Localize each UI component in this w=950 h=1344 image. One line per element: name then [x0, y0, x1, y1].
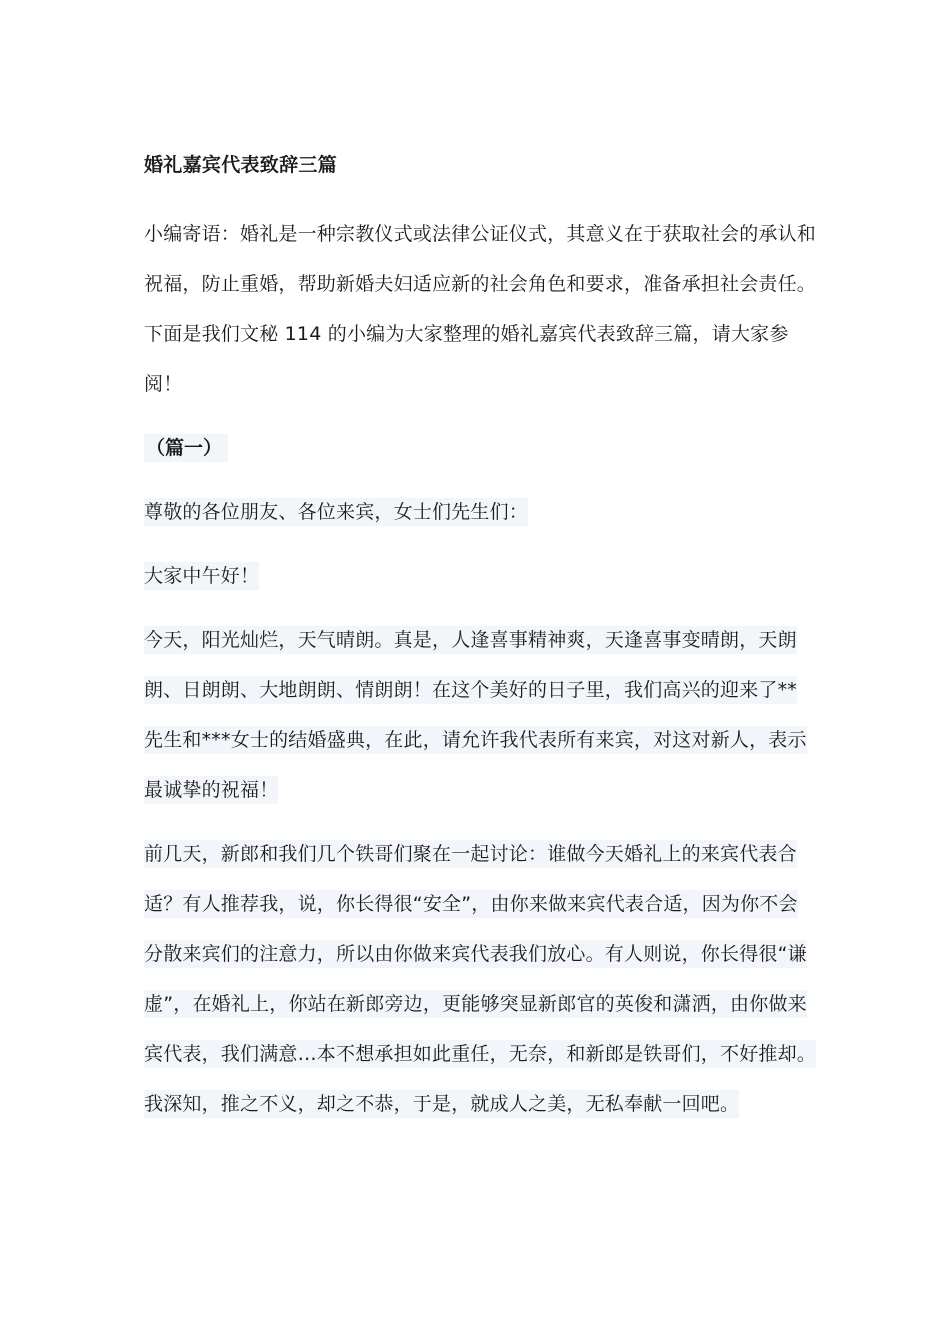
- body-paragraph-1-text: 今天，阳光灿烂，天气晴朗。真是，人逢喜事精神爽，天逢喜事变晴朗，天朗朗、日朗朗、大地朗朗、情朗朗！在这个美好的日子里，我们高兴的迎来了**先生和***女士的结婚盛典，在此，请允许我代表所有来宾，对这对新人，表示最诚挚的祝福！: [144, 626, 807, 804]
- body-paragraph-2-text: 前几天，新郎和我们几个铁哥们聚在一起讨论：谁做今天婚礼上的来宾代表合适？有人推荐我，说，你长得很“安全”，由你来做来宾代表合适，因为你不会分散来宾们的注意力，所以由你做来宾代表我们放心。有人则说，你长得很“谦虚”，在婚礼上，你站在新郎旁边，更能够突显新郎官的英俊和潇洒，由你做来宾代表，我们满意…本不想承担如此重任，无奈，和新郎是铁哥们，不好推却。我深知，推之不义，却之不恭，于是，就成人之美，无私奉献一回吧。: [144, 840, 816, 1118]
- greeting-text: 大家中午好！: [144, 562, 259, 590]
- salutation-text: 尊敬的各位朋友、各位来宾，女士们先生们：: [144, 498, 528, 526]
- greeting-paragraph: [144, 551, 816, 601]
- intro-text: 小编寄语：婚礼是一种宗教仪式或法律公证仪式，其意义在于获取社会的承认和祝福，防止重婚，帮助新婚夫妇适应新的社会角色和要求，准备承担社会责任。下面是我们文秘 114 的小编为大家整理的婚礼嘉宾代表致辞三篇，请大家参阅！: [144, 223, 817, 395]
- document-body: [144, 148, 816, 1143]
- section-heading: [144, 423, 816, 473]
- salutation-paragraph: [144, 487, 816, 537]
- intro-paragraph: [144, 209, 816, 409]
- section-heading-text: （篇一）: [144, 434, 228, 462]
- body-paragraph-1: [144, 615, 816, 815]
- document-title: 婚礼嘉宾代表致辞三篇: [144, 154, 338, 176]
- body-paragraph-2: [144, 829, 816, 1129]
